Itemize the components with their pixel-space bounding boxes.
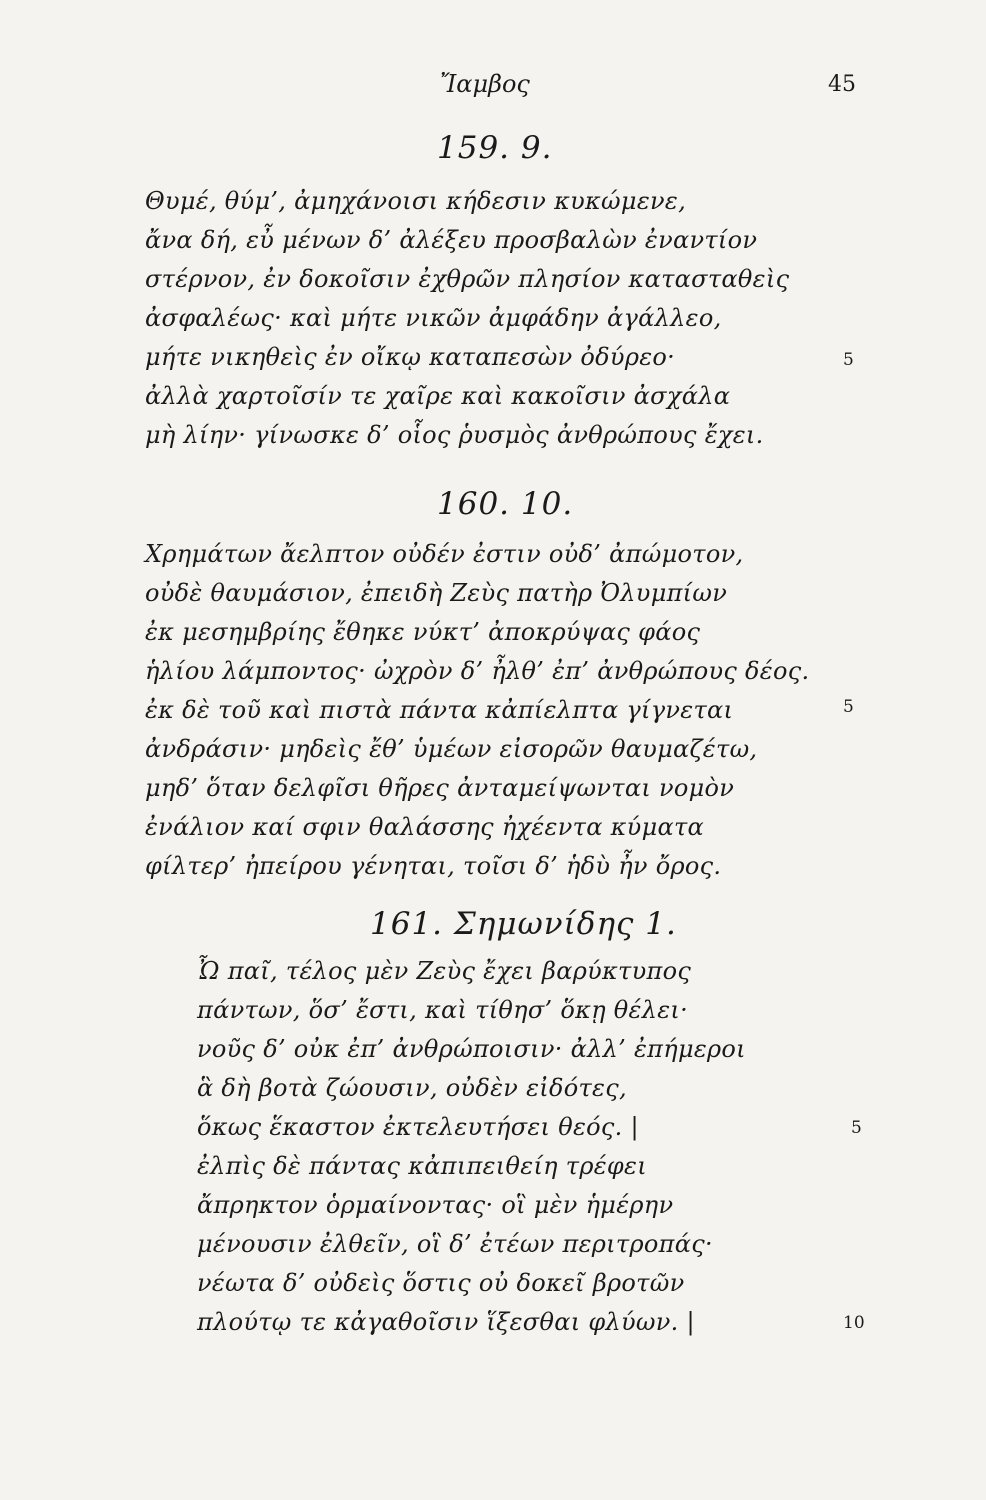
line-number: 5 [851, 1118, 862, 1138]
verse-line: μήτε νικηθεὶς ἐν οἴκῳ καταπεσὼν ὀδύρεο· [145, 343, 676, 371]
verse-line: ἃ δὴ βοτὰ ζώουσιν, οὐδὲν εἰδότες, [197, 1074, 627, 1102]
page-number: 45 [828, 72, 856, 97]
verse-line: ἐνάλιον καί σφιν θαλάσσης ἠχέεντα κύματα [145, 813, 705, 841]
running-title: Ἴαμβος [440, 70, 530, 98]
verse-line: φίλτερ’ ἠπείρου γένηται, τοῖσι δ’ ἡδὺ ἦν ὄρος. [145, 852, 722, 880]
verse-line: ὅκως ἕκαστον ἐκτελευτήσει θεός. | [197, 1113, 639, 1141]
verse-line: οὐδὲ θαυμάσιον, ἐπειδὴ Ζεὺς πατὴρ Ὀλυμπίων [145, 579, 728, 607]
verse-line: ἄνα δή, εὖ μένων δ’ ἀλέξευ προσβαλὼν ἐναντίον [145, 226, 758, 254]
verse-line: μηδ’ ὅταν δελφῖσι θῆρες ἀνταμείψωνται νομὸν [145, 774, 735, 802]
verse-line: πάντων, ὅσ’ ἔστι, καὶ τίθησ’ ὅκῃ θέλει· [197, 996, 689, 1024]
line-number: 10 [843, 1313, 865, 1333]
line-number: 5 [843, 350, 854, 370]
verse-line: ἀνδράσιν· μηδεὶς ἔθ’ ὑμέων εἰσορῶν θαυμαζέτω, [145, 735, 758, 763]
verse-line: ἡλίου λάμποντος· ὠχρὸν δ’ ἦλθ’ ἐπ’ ἀνθρώπους δέος. [145, 657, 810, 685]
verse-line: ἐκ μεσημβρίης ἔθηκε νύκτ’ ἀποκρύψας φάος [145, 618, 701, 646]
verse-line: μὴ λίην· γίνωσκε δ’ οἷος ῥυσμὸς ἀνθρώπους ἔχει. [145, 421, 764, 449]
verse-line: Θυμέ, θύμ’, ἀμηχάνοισι κήδεσιν κυκώμενε, [145, 187, 686, 215]
verse-line: στέρνον, ἐν δοκοῖσιν ἐχθρῶν πλησίον κατασταθεὶς [145, 265, 790, 293]
verse-line: ἐλπὶς δὲ πάντας κἀπιπειθείη τρέφει [197, 1152, 647, 1180]
verse-line: Ὦ παῖ, τέλος μὲν Ζεὺς ἔχει βαρύκτυπος [197, 957, 692, 985]
poem-heading: 159. 9. [437, 130, 553, 166]
verse-line: ἄπρηκτον ὁρμαίνοντας· οἳ μὲν ἡμέρην [197, 1191, 674, 1219]
poem-heading: 160. 10. [437, 486, 574, 522]
verse-line: ἀσφαλέως· καὶ μήτε νικῶν ἀμφάδην ἀγάλλεο, [145, 304, 722, 332]
verse-line: Χρημάτων ἄελπτον οὐδέν ἐστιν οὐδ’ ἀπώμοτον, [145, 540, 744, 568]
verse-line: ἐκ δὲ τοῦ καὶ πιστὰ πάντα κἀπίελπτα γίγνεται [145, 696, 734, 724]
verse-line: μένουσιν ἐλθεῖν, οἳ δ’ ἐτέων περιτροπάς· [197, 1230, 713, 1258]
verse-line: ἀλλὰ χαρτοῖσίν τε χαῖρε καὶ κακοῖσιν ἀσχάλα [145, 382, 731, 410]
verse-line: νοῦς δ’ οὐκ ἐπ’ ἀνθρώποισιν· ἀλλ’ ἐπήμεροι [197, 1035, 746, 1063]
verse-line: πλούτῳ τε κἀγαθοῖσιν ἵξεσθαι φλύων. | [197, 1308, 695, 1336]
verse-line: νέωτα δ’ οὐδεὶς ὅστις οὐ δοκεῖ βροτῶν [197, 1269, 685, 1297]
poem-heading: 161. Σημωνίδης 1. [370, 906, 677, 942]
line-number: 5 [843, 697, 854, 717]
